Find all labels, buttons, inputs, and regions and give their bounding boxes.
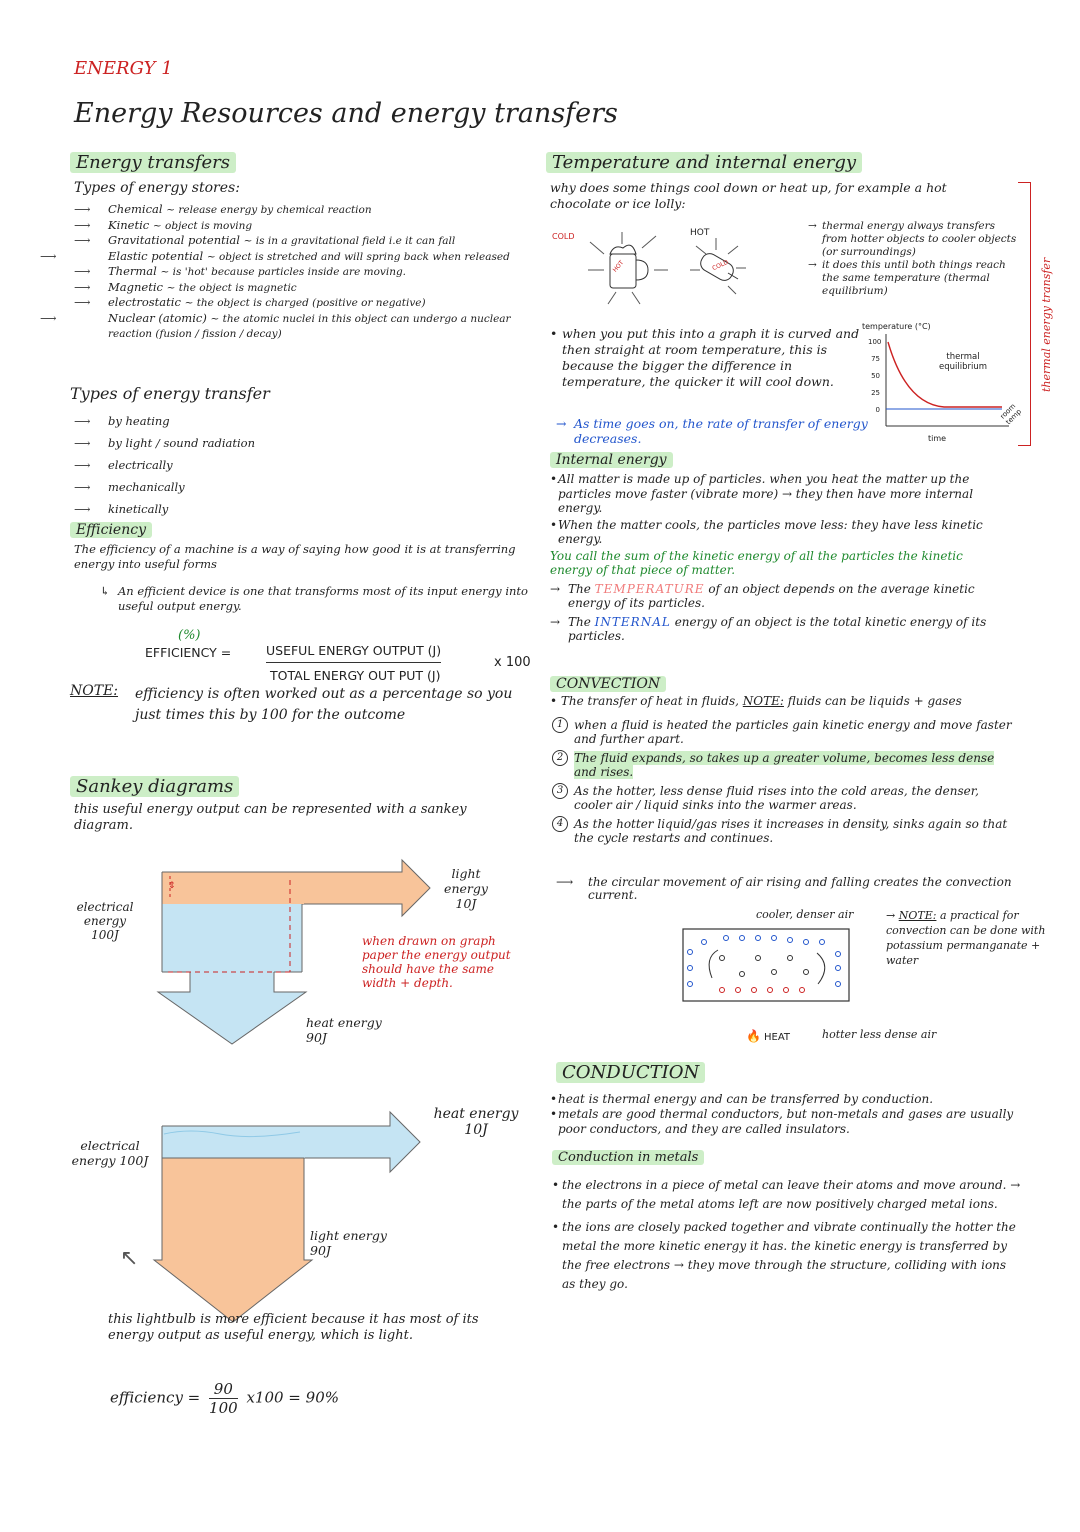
conduction-body: • heat is thermal energy and can be transferred by conduction. • metals are good thermal conductors, but non-metals and gases are usually poor conductors, and they are called insulators. (550, 1092, 1014, 1136)
convection-intro: • The transfer of heat in fluids, NOTE: fluids can be liquids + gases (550, 694, 962, 708)
sankey1-heat-label: heat energy 90J (306, 1015, 382, 1045)
rate-note: → As time goes on, the rate of transfer of energy decreases. (556, 416, 868, 446)
heat-output-arrow (158, 972, 306, 1044)
efficiency-times: x 100 (494, 655, 531, 670)
sankey1-note: when drawn on graph paper the energy output should have the same width + depth. (362, 934, 511, 990)
sankey-diagram-2 (150, 1100, 440, 1330)
list-item: ⟶ Chemical ~ release energy by chemical reaction (74, 202, 372, 216)
sankey2-heat-label: heat energy 10J (433, 1106, 519, 1138)
cool-air-label: cooler, denser air (756, 908, 854, 921)
list-item: ⟶ Kinetic ~ object is moving (74, 217, 253, 232)
energy-stores-list (40, 202, 534, 342)
page-title: Energy Resources and energy transfers (74, 98, 618, 129)
efficiency-note: efficiency is often worked out as a percentage so you just times this by 100 for the outcome (135, 686, 513, 723)
svg-text:⇕: ⇕ (168, 881, 176, 891)
list-item: ⟶ Elastic potential ~ object is stretched and will spring back when released (40, 248, 510, 263)
internal-energy-heading: Internal energy (550, 452, 673, 468)
energy-transfers-heading: Energy transfers (70, 152, 236, 173)
equilibrium-label: thermal equilibrium (938, 352, 988, 372)
list-item: ⟶ by heating (74, 414, 170, 428)
list-item: 4 As the hotter liquid/gas rises it increases in density, sinks again so that the cycle restarts and continues. (552, 817, 1012, 845)
heat-label: HEAT (764, 1032, 791, 1043)
stores-heading: Types of energy stores: (74, 180, 240, 196)
convection-current: ⟶ the circular movement of air rising and falling creates the convection current. (556, 875, 1012, 902)
note-label: NOTE: (70, 683, 119, 699)
sankey2-light-label: light energy 90J (310, 1228, 387, 1258)
page-label: ENERGY 1 (74, 58, 173, 79)
graph-x-label: time (928, 434, 947, 443)
efficiency-unit: (%) (178, 628, 201, 643)
lolly-label: COLD (711, 258, 730, 273)
list-item: ⟶ by light / sound radiation (74, 436, 255, 450)
list-item: ⟶ Magnetic ~ the object is magnetic (74, 279, 297, 294)
curved-arrow-icon: ↖ (120, 1246, 139, 1271)
transfer-types-heading: Types of energy transfer (70, 384, 270, 403)
sankey2-input-label: electrical energy 100J (71, 1138, 149, 1168)
conduction-metals-heading: Conduction in metals (552, 1150, 704, 1165)
sankey-conclusion: this lightbulb is more efficient because it has most of its energy output as useful energy, which is light. (108, 1312, 479, 1343)
convection-diagram (682, 928, 852, 1006)
cold-label: COLD (552, 232, 575, 241)
cooling-graph (884, 334, 1014, 434)
conduction-heading: CONDUCTION (556, 1062, 705, 1083)
convection-steps (552, 718, 1012, 850)
conduction-metals-body: • the electrons in a piece of metal can leave their atoms and move around. → the parts of the metal atoms left are now positively charged metal ions. • the ions are closely packed together and vibrate continually the hotter the metal the more kinetic energy it has. the kinetic energy is transferred by the free electrons → they move through the structure, colliding with ions as they go. (552, 1178, 1021, 1291)
room-temp-label: room temp (998, 402, 1024, 427)
hot-air-label: hotter less dense air (822, 1028, 937, 1041)
efficiency-denominator: TOTAL ENERGY OUT PUT (J) (270, 668, 441, 683)
flame-icon: 🔥 (746, 1029, 761, 1043)
cooling-illustration (560, 232, 790, 322)
sankey-top-fill (162, 872, 304, 904)
list-item: ⟶ kinetically (74, 502, 169, 516)
list-item: 2 The fluid expands, so takes up a greater volume, becomes less dense and rises. (552, 751, 1012, 779)
hot-label: HOT (690, 228, 710, 238)
list-item: ⟶ electrically (74, 458, 173, 472)
graph-note: • when you put this into a graph it is curved and then straight at room temperature, this is because the bigger the difference in temperature, the quicker it will cool down. (550, 326, 860, 389)
list-item: 1 when a fluid is heated the particles gain kinetic energy and move faster and further apart. (552, 718, 1012, 746)
temperature-question: why does some things cool down or heat up, for example a hot chocolate or ice lolly: (550, 180, 947, 211)
internal-energy-body: • All matter is made up of particles. when you heat the matter up the particles move faster (vibrate more) → they then have more internal energy. • When the matter cools, the particles move less: they have less kinetic energy. You call the sum of the kinetic energy of all the particles the kinetic energy of that piece of matter. → The TEMPERATURE of an object depends on the average kinetic energy of its particles. → The INTERNAL energy of an object is the total kinetic energy of its particles. (550, 472, 987, 643)
temperature-heading: Temperature and internal energy (546, 152, 862, 173)
efficiency-calc: efficiency = $\frac{90}{100}$ x100 = 90% (110, 1380, 339, 1417)
sankey-body (162, 904, 302, 972)
efficiency-lhs: EFFICIENCY = (145, 645, 232, 660)
list-item: ⟶ mechanically (74, 480, 185, 494)
efficiency-definition: The efficiency of a machine is a way of saying how good it is at transferring energy into useful forms (74, 542, 516, 571)
list-item: ⟶ Thermal ~ is 'hot' because particles inside are moving. (74, 264, 407, 278)
sankey-heading: Sankey diagrams (70, 776, 239, 797)
efficient-device-note: ↳ An efficient device is one that transforms most of its input energy into useful output energy. (100, 584, 528, 613)
transfer-types-list (74, 410, 374, 520)
efficiency-numerator: USEFUL ENERGY OUTPUT (J) (266, 643, 441, 663)
light-output-arrow (154, 1158, 312, 1322)
sankey1-input-label: electrical energy 100J (76, 900, 134, 942)
vertical-label: thermal energy transfer (1040, 257, 1053, 392)
thermal-notes: → thermal energy always transfers from hotter objects to cooler objects (or surroundings) → it does this until both things reach the same temperature (thermal equilibrium) (808, 220, 1017, 297)
efficiency-heading: Efficiency (70, 522, 152, 538)
graph-y-label: temperature (°C) (862, 322, 931, 331)
sankey1-light-label: light energy 10J (444, 866, 488, 911)
list-item: ⟶ Nuclear (atomic) ~ the atomic nuclei in this object can undergo a nuclear reaction (fusion / fission / decay) (40, 310, 511, 340)
list-item: 3 As the hotter, less dense fluid rises into the cold areas, the denser, cooler air / liquid sinks into the warmer areas. (552, 784, 1012, 812)
convection-heading: CONVECTION (550, 676, 666, 692)
sankey-intro: this useful energy output can be represented with a sankey diagram. (74, 802, 467, 833)
list-item: ⟶ Gravitational potential ~ is in a gravitational field i.e it can fall (74, 233, 456, 247)
list-item: ⟶ electrostatic ~ the object is charged (positive or negative) (74, 295, 426, 309)
practical-note: → NOTE: a practical for convection can be done with potassium permanganate + water (886, 909, 1046, 967)
mug-label: HOT (611, 259, 626, 274)
graph-y-ticks: 100 75 50 25 0 (868, 338, 882, 414)
